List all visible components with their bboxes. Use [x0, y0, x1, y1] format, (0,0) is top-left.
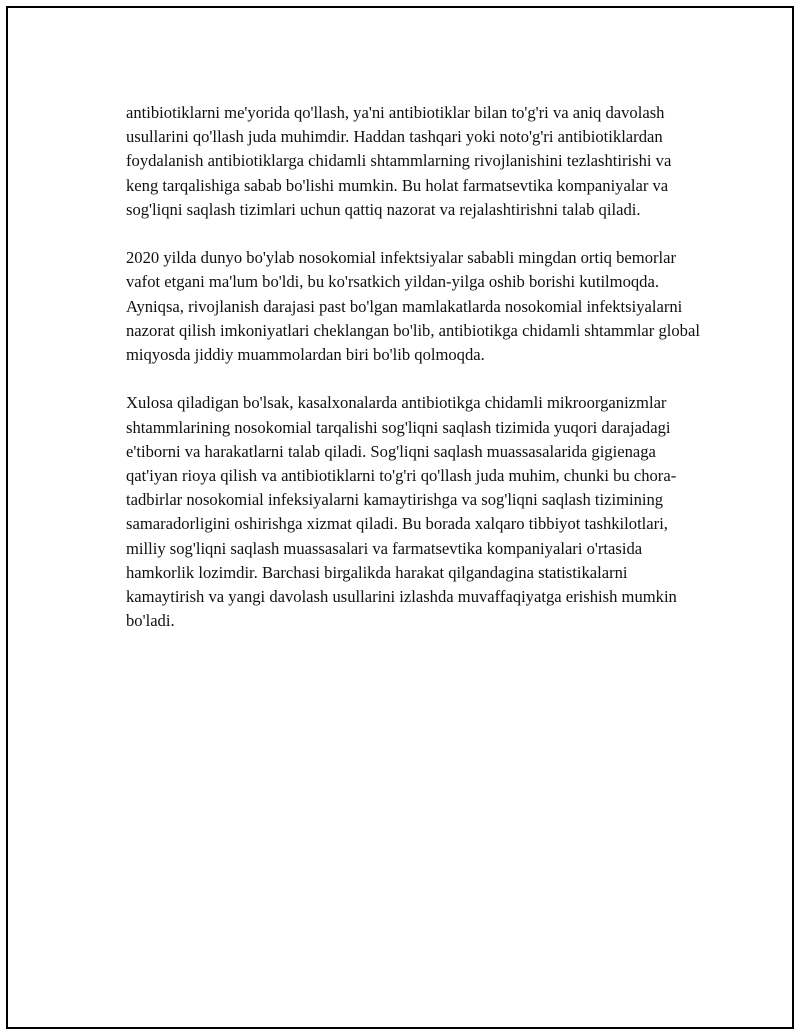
document-body [126, 101, 706, 658]
paragraph-antibiotic-use: antibiotiklarni me'yorida qo'llash, ya'ni antibiotiklar bilan to'g'ri va aniq davolash usullarini qo'llash juda muhimdir. Haddan tashqari yoki noto'g'ri antibiotiklardan foydalanish antibiotiklarga chidamli shtammlarning rivojlanishini tezlashtirishi va keng tarqalishiga sabab bo'lishi mumkin. Bu holat farmatsevtika kompaniyalar va sog'liqni saqlash tizimlari uchun qattiq nazorat va rejalashtirishni talab qiladi. [126, 103, 672, 219]
page-frame [6, 6, 794, 1029]
paragraph-conclusion: Xulosa qiladigan bo'lsak, kasalxonalarda antibiotikga chidamli mikroorganizmlar shtammlarining nosokomial tarqalishi sog'liqni saqlash tizimida yuqori darajadagi e'tiborni va harakatlarni talab qiladi. Sog'liqni saqlash muassasalarida gigienaga qat'iyan rioya qilish va antibiotiklarni to'g'ri qo'llash juda muhim, chunki bu chora-tadbirlar nosokomial infeksiyalarni kamaytirishga va sog'liqni saqlash tizimining samaradorligini oshirishga xizmat qiladi. Bu borada xalqaro tibbiyot tashkilotlari, milliy sog'liqni saqlash muassasalari va farmatsevtika kompaniyalari o'rtasida hamkorlik lozimdir. Barchasi birgalikda harakat qilgandagina statistikalarni kamaytirish va yangi davolash usullarini izlashda muvaffaqiyatga erishish mumkin bo'ladi. [126, 393, 677, 631]
paragraph-2020-statistics: 2020 yilda dunyo bo'ylab nosokomial infektsiyalar sababli mingdan ortiq bemorlar vafot etgani ma'lum bo'ldi, bu ko'rsatkich yildan-yilga oshib borishi kutilmoqda. Ayniqsa, rivojlanish darajasi past bo'lgan mamlakatlarda nosokomial infektsiyalarni nazorat qilish imkoniyatlari cheklangan bo'lib, antibiotikga chidamli shtammlar global miqyosda jiddiy muammolardan biri bo'lib qolmoqda. [126, 248, 700, 365]
